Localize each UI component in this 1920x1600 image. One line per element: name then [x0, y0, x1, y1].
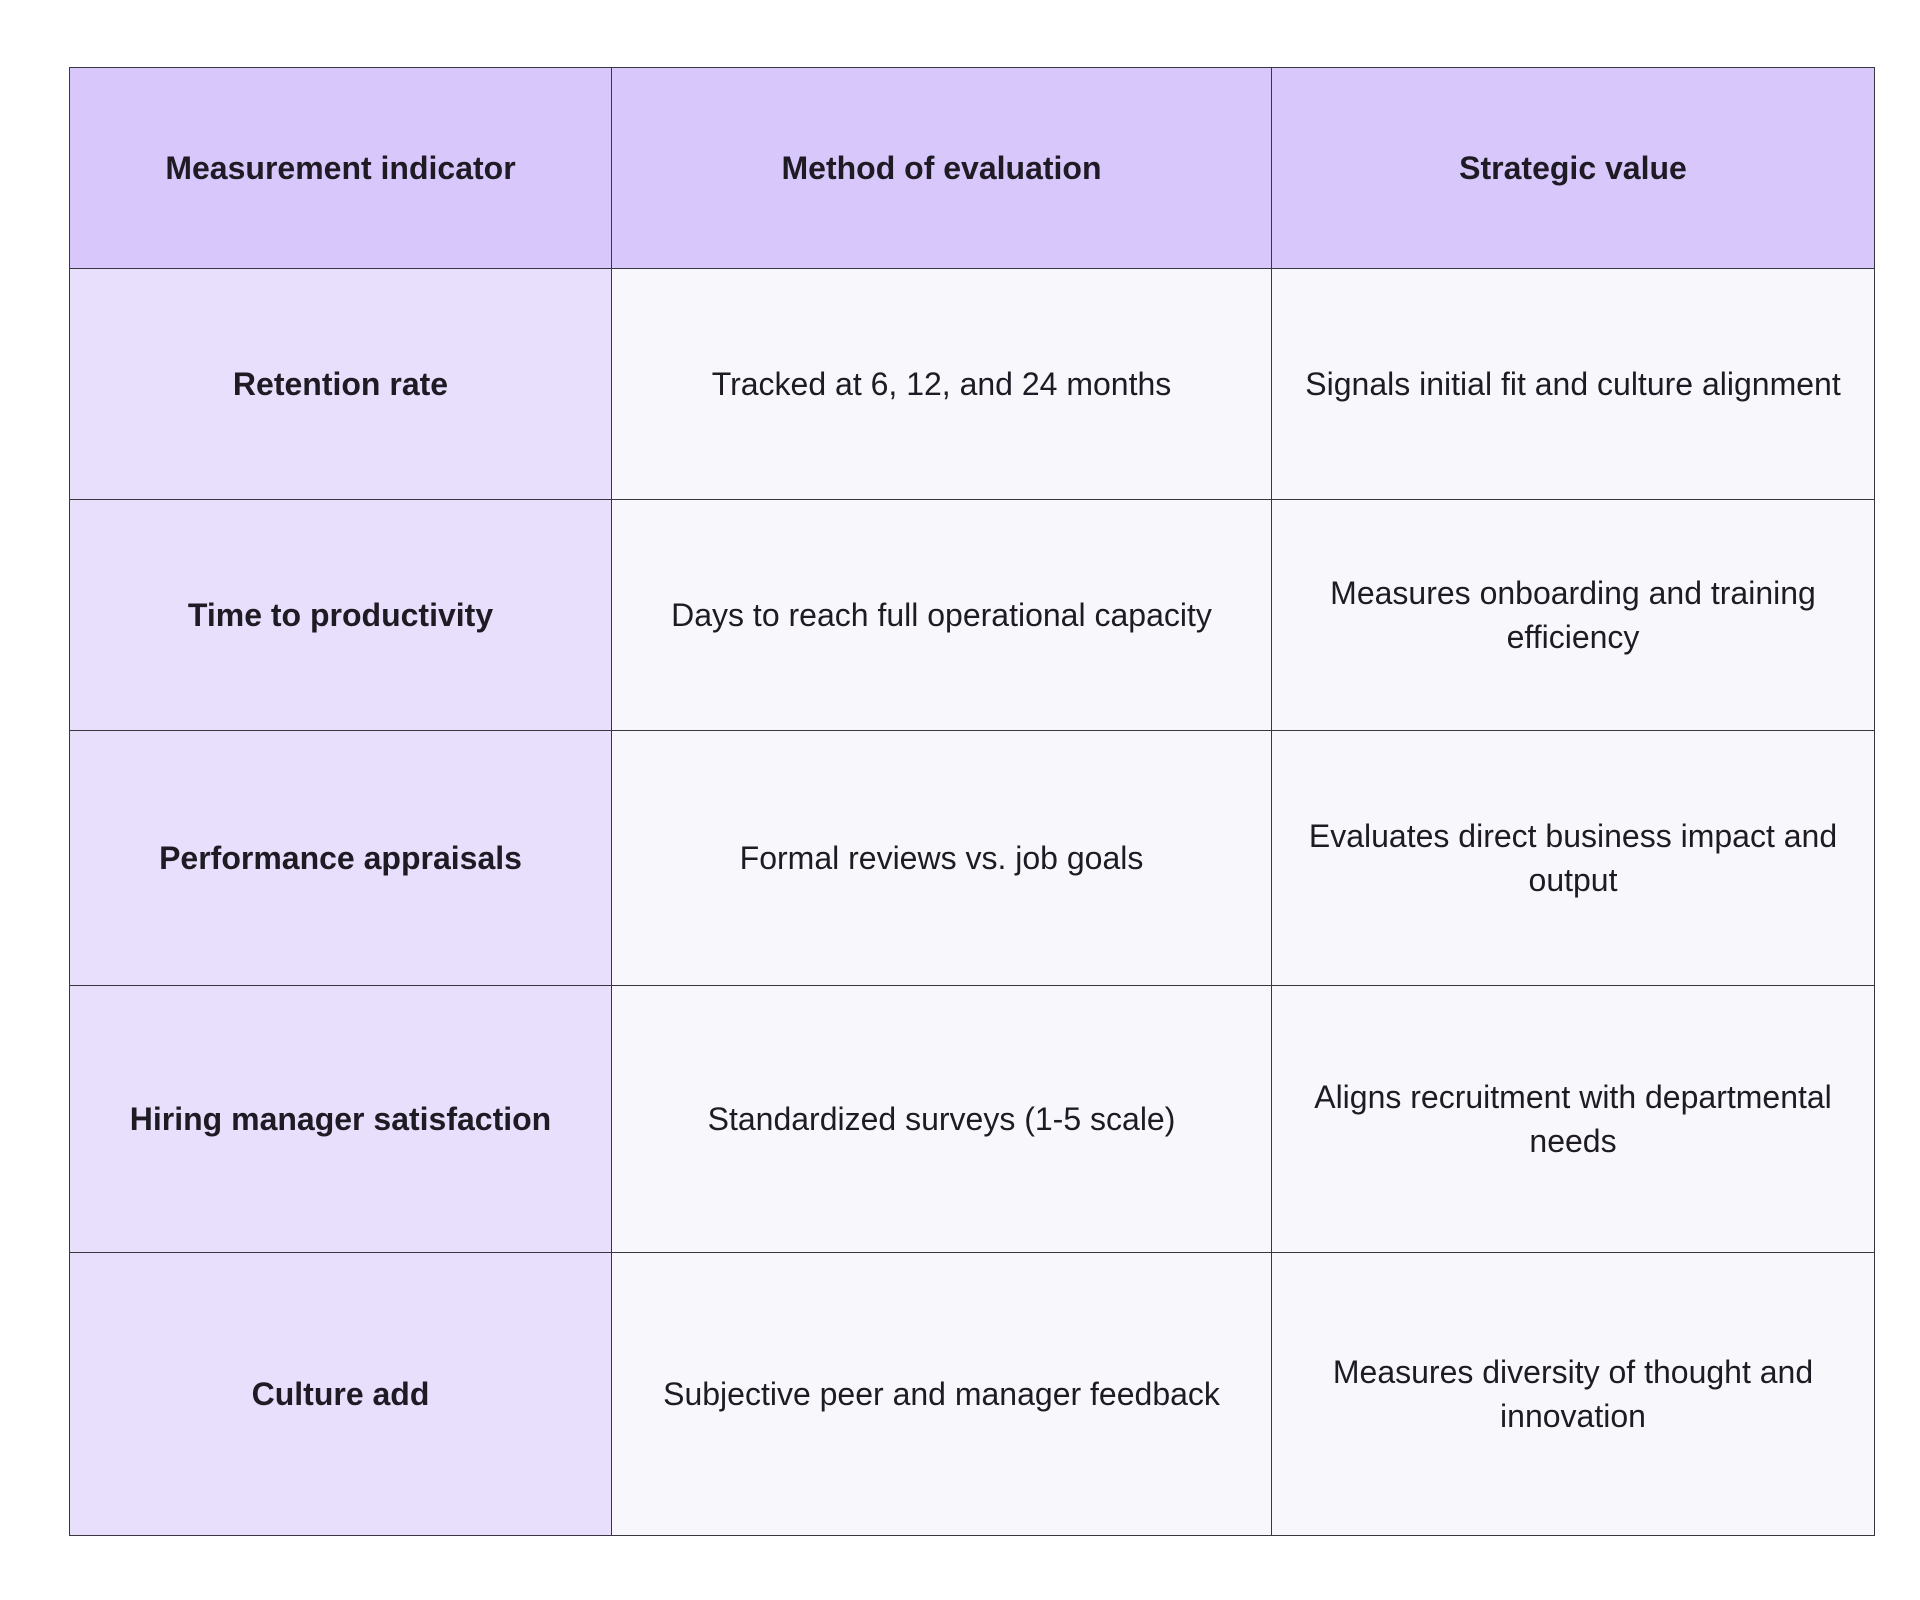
- method-cell: Tracked at 6, 12, and 24 months: [612, 269, 1272, 500]
- table-row: [70, 731, 1875, 986]
- table-row: [70, 1253, 1875, 1536]
- value-cell: Measures onboarding and training efficiency: [1272, 500, 1875, 731]
- value-cell: Aligns recruitment with departmental needs: [1272, 986, 1875, 1253]
- header-measurement-indicator: Measurement indicator: [70, 68, 612, 269]
- method-cell: Standardized surveys (1-5 scale): [612, 986, 1272, 1253]
- value-cell: Signals initial fit and culture alignment: [1272, 269, 1875, 500]
- header-strategic-value: Strategic value: [1272, 68, 1875, 269]
- table-body: [70, 269, 1875, 1536]
- table-header: [70, 68, 1875, 269]
- indicator-cell: Retention rate: [70, 269, 612, 500]
- value-cell: Evaluates direct business impact and output: [1272, 731, 1875, 986]
- metrics-table: [69, 67, 1875, 1536]
- header-method-of-evaluation: Method of evaluation: [612, 68, 1272, 269]
- method-cell: Formal reviews vs. job goals: [612, 731, 1272, 986]
- header-row: [70, 68, 1875, 269]
- indicator-cell: Time to productivity: [70, 500, 612, 731]
- table-row: [70, 269, 1875, 500]
- indicator-cell: Culture add: [70, 1253, 612, 1536]
- value-cell: Measures diversity of thought and innovation: [1272, 1253, 1875, 1536]
- indicator-cell: Performance appraisals: [70, 731, 612, 986]
- method-cell: Days to reach full operational capacity: [612, 500, 1272, 731]
- indicator-cell: Hiring manager satisfaction: [70, 986, 612, 1253]
- table-row: [70, 500, 1875, 731]
- method-cell: Subjective peer and manager feedback: [612, 1253, 1272, 1536]
- table-row: [70, 986, 1875, 1253]
